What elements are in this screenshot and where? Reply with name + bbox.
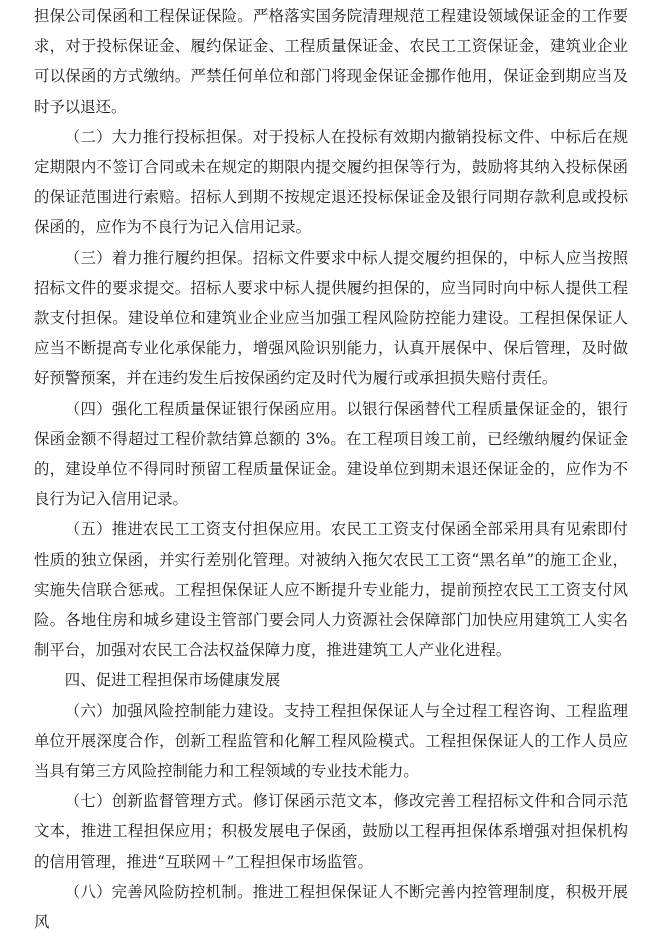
paragraph-risk-mechanism: （八）完善风险防控机制。推进工程担保保证人不断完善内控管理制度，积极开展风 [34, 882, 628, 932]
paragraph-quality-guarantee: （四）强化工程质量保证银行保函应用。以银行保函替代工程质量保证金的，银行保函金额不得超过工程价款结算总额的 3%。在工程项目竣工前，已经缴纳履约保证金的，建设单位不得同时预留工程质量保证金。建设单位到期未退还保证金的，应作为不良行为记入信用记录。 [34, 399, 628, 509]
paragraph-wage-guarantee: （五）推进农民工工资支付担保应用。农民工工资支付保函全部采用具有见索即付性质的独立保函，并实行差别化管理。对被纳入拖欠农民工工资“黑名单”的施工企业，实施失信联合惩戒。工程担保保证人应不断提升专业能力，提前预控农民工工资支付风险。各地住房和城乡建设主管部门要会同人力资源社会保障部门加快应用建筑工人实名制平台，加强对农民工合法权益保障力度，推进建筑工人产业化进程。 [34, 520, 628, 660]
document-page [34, 0, 628, 937]
paragraph-performance-guarantee: （三）着力推行履约担保。招标文件要求中标人提交履约担保的，中标人应当按照招标文件的要求提交。招标人要求中标人提供履约担保的，应当同时向中标人提供工程款支付担保。建设单位和建筑业企业应当加强工程风险防控能力建设。工程担保保证人应当不断提高专业化承保能力，增强风险识别能力，认真开展保中、保后管理，及时做好预警预案，并在违约发生后按保函约定及时代为履行或承担损失赔付责任。 [34, 248, 628, 388]
paragraph-supervision: （七）创新监督管理方式。修订保函示范文本，修改完善工程招标文件和合同示范文本，推进工程担保应用；积极发展电子保函，鼓励以工程再担保体系增强对担保机构的信用管理，推进“互联网＋”工程担保市场监管。 [34, 792, 628, 871]
paragraph-bid-guarantee: （二）大力推行投标担保。对于投标人在投标有效期内撤销投标文件、中标后在规定期限内不签订合同或未在规定的期限内提交履约担保等行为，鼓励将其纳入投标保函的保证范围进行索赔。招标人到期不按规定退还投标保证金及银行同期存款利息或投标保函的，应作为不良行为记入信用记录。 [34, 127, 628, 237]
paragraph-risk-control: （六）加强风险控制能力建设。支持工程担保保证人与全过程工程咨询、工程监理单位开展深度合作，创新工程监管和化解工程风险模式。工程担保保证人的工作人员应当具有第三方风险控制能力和工程领域的专业技术能力。 [34, 701, 628, 781]
section-heading: 四、促进工程担保市场健康发展 [64, 671, 281, 690]
paragraph-continuation: 担保公司保函和工程保证保险。严格落实国务院清理规范工程建设领域保证金的工作要求，对于投标保证金、履约保证金、工程质量保证金、农民工工资保证金，建筑业企业可以保函的方式缴纳。严禁任何单位和部门将现金保证金挪作他用，保证金到期应当及时予以退还。 [34, 7, 628, 116]
